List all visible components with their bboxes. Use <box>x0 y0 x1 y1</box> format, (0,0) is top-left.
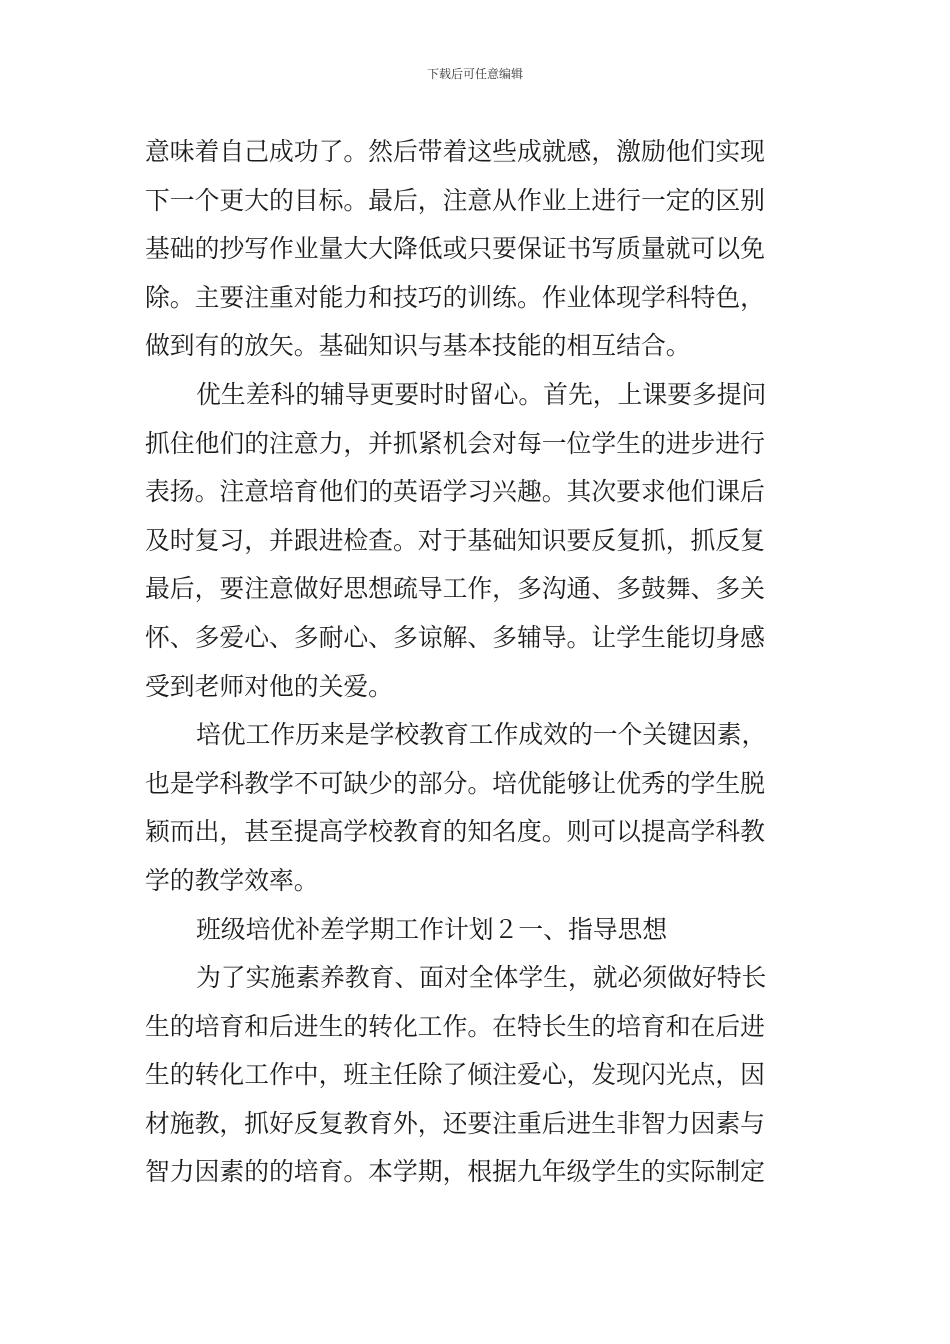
text-line: 意味着自己成功了。然后带着这些成就感，激励他们实现 <box>145 137 765 166</box>
text-line: 及时复习，并跟进检查。对于基础知识要反复抓，抓反复 <box>145 525 765 555</box>
text-line: 受到老师对他的关爱。 <box>145 671 393 701</box>
text-line: 生的转化工作中，班主任除了倾注爱心，发现闪光点，因 <box>145 1060 765 1090</box>
text-line: 班级培优补差学期工作计划２一、指导思想 <box>196 914 668 944</box>
text-line: 抓住他们的注意力，并抓紧机会对每一位学生的进步进行 <box>145 428 765 458</box>
text-line: 怀、多爱心、多耐心、多谅解、多辅导。让学生能切身感 <box>145 622 765 652</box>
text-line: 生的培育和后进生的转化工作。在特长生的培育和在后进 <box>145 1011 765 1041</box>
text-line: 最后，要注意做好思想疏导工作，多沟通、多鼓舞、多关 <box>145 574 765 604</box>
text-line: 下一个更大的目标。最后，注意从作业上进行一定的区别 <box>145 185 765 215</box>
text-line: 表扬。注意培育他们的英语学习兴趣。其次要求他们课后 <box>145 477 765 507</box>
text-line: 材施教，抓好反复教育外，还要注重后进生非智力因素与 <box>145 1108 765 1138</box>
text-line: 优生差科的辅导更要时时留心。首先，上课要多提问 <box>196 379 767 409</box>
text-line: 也是学科教学不可缺少的部分。培优能够让优秀的学生脱 <box>145 768 765 798</box>
text-line: 基础的抄写作业量大大降低或只要保证书写质量就可以免 <box>145 234 765 264</box>
text-line: 学的教学效率。 <box>145 865 319 895</box>
text-line: 智力因素的的培育。本学期，根据九年级学生的实际制定 <box>145 1157 765 1187</box>
text-line: 除。主要注重对能力和技巧的训练。作业体现学科特色， <box>145 282 765 312</box>
text-line: 颖而出，甚至提高学校教育的知名度。则可以提高学科教 <box>145 817 765 847</box>
document-body <box>145 128 810 1197</box>
text-line: 培优工作历来是学校教育工作成效的一个关键因素， <box>196 720 767 750</box>
text-line: 做到有的放矢。基础知识与基本技能的相互结合。 <box>145 331 691 361</box>
text-line: 为了实施素养教育、面对全体学生，就必须做好特长 <box>196 963 767 993</box>
page-header: 下载后可任意编辑 <box>426 67 523 81</box>
